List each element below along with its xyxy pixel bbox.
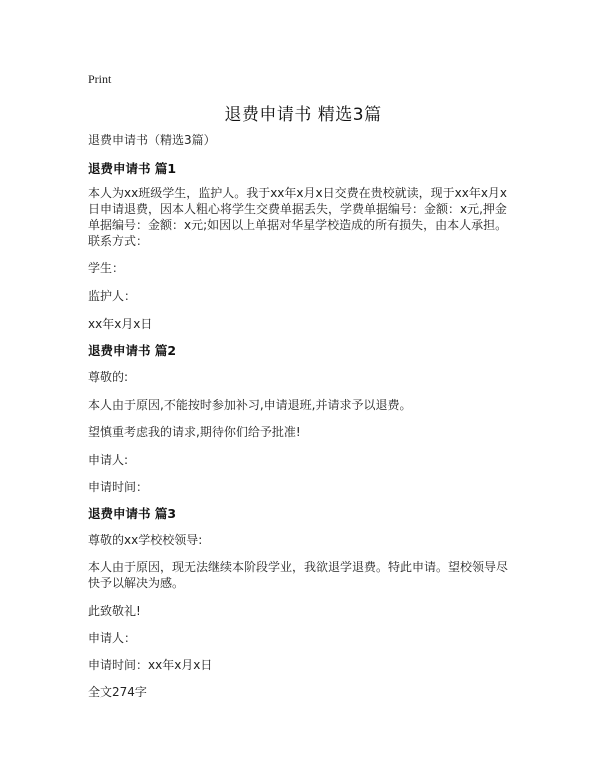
section-2-heading: 退费申请书 篇2 [88,343,177,358]
document-title: 退费申请书 精选3篇 [224,105,382,125]
section-1-date: xx年x月x日 [88,317,153,331]
section-3-closing: 此致敬礼! [88,604,141,618]
section-3-heading: 退费申请书 篇3 [88,506,177,521]
section-2-body: 本人由于原因,不能按时参加补习,申请退班,并请求予以退费。 [88,398,412,412]
print-link[interactable]: Print [88,72,112,86]
section-2-apply-time: 申请时间： [88,480,149,494]
section-1-guardian: 监护人： [88,289,137,303]
section-3-salutation: 尊敬的xx学校校领导: [88,533,203,547]
section-1-paragraph-1: 本人为xx班级学生，监护人。我于xx年x月x日交费在贵校就读，现于xx年x月x日申请退费，因本人粗心将学生交费单据丢失，学费单据编号：金额：x元,押金单据编号：金额：x元;如因以上单据对华星学校造成的所有损失，由本人承担。联系方式： [88,186,508,248]
section-2-request: 望慎重考虑我的请求,期待你们给予批准! [88,425,301,439]
section-1-heading: 退费申请书 篇1 [88,161,177,176]
document-subtitle: 退费申请书（精选3篇） [88,133,216,147]
section-3-body: 本人由于原因，现无法继续本阶段学业，我欲退学退费。特此申请。望校领导尽快予以解决为感。 [88,560,509,590]
section-3-applicant: 申请人： [88,631,137,645]
section-2-applicant: 申请人: [88,453,129,467]
section-1-student: 学生： [88,261,125,275]
section-2-salutation: 尊敬的: [88,370,129,384]
section-3-apply-time: 申请时间：xx年x月x日 [88,658,213,672]
word-count: 全文274字 [88,685,147,699]
